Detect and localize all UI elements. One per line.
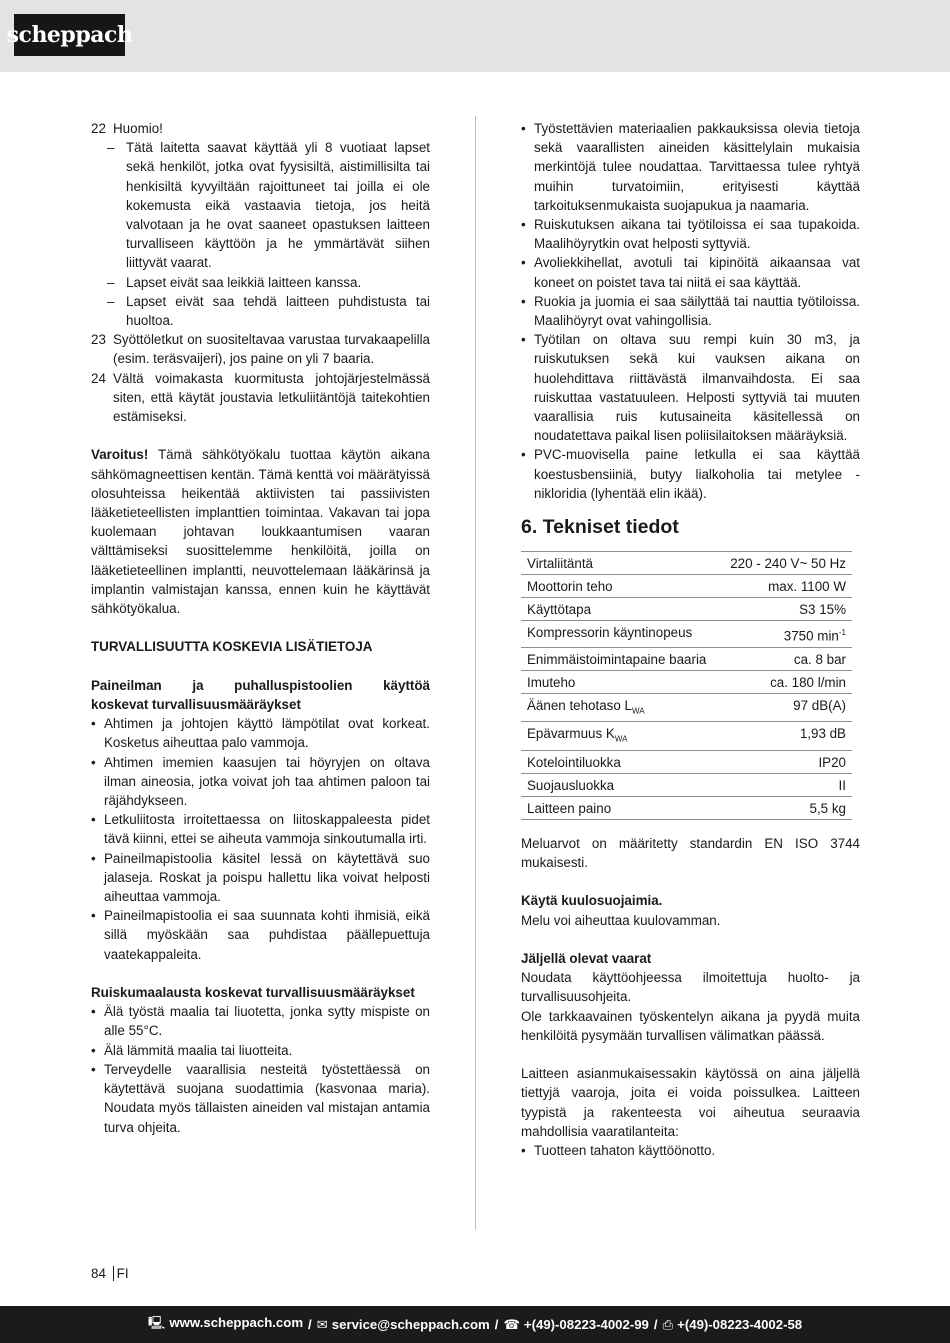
spec-row xyxy=(521,552,852,575)
technical-data-table xyxy=(521,551,852,820)
footer-website-text: www.scheppach.com xyxy=(169,1314,304,1330)
list-item-text: PVC-muovisella paine letkulla ei saa käyttää koestusbensiiniä, butyy lialkoholia tai metylee - nikloridia (lyhentää elin ikää). xyxy=(534,447,860,501)
list-item-text: Avoliekkihellat, avotuli tai kipinöitä aikaansaa vat koneet on poistet tava tai niitä ei saa käyttää. xyxy=(534,255,860,290)
spray-painting-heading: Ruiskumaalausta koskevat turvallisuusmääräykset xyxy=(91,985,415,1001)
list-item-text: Ruiskutuksen aikana tai työtiloissa ei saa tupakoida. Maalihöyrytkin ovat helposti syttyviä. xyxy=(534,217,860,252)
spec-row xyxy=(521,647,852,670)
spec-value: S3 15% xyxy=(719,598,852,621)
dash-item: – Lapset eivät saa leikkiä laitteen kanssa. xyxy=(107,274,362,290)
spec-value: max. 1100 W xyxy=(719,575,852,598)
spec-label: Kotelointiluokka xyxy=(521,750,719,773)
footer-email-text: service@scheppach.com xyxy=(331,1316,490,1332)
footer-phone-text: +(49)-08223-4002-99 xyxy=(523,1316,649,1332)
spec-value: 97 dB(A) xyxy=(719,693,852,722)
extra-safety-heading: TURVALLISUUTTA KOSKEVIA LISÄTIETOJA xyxy=(91,639,373,655)
item-number: 23 xyxy=(91,332,106,348)
spec-value: ca. 8 bar xyxy=(719,647,852,670)
footer-separator: / xyxy=(494,1317,499,1332)
list-item: • Työtilan on oltava suu rempi kuin 30 m3, ja ruiskutuksen sekä kui vauksen aikana on huolehdittava riittävästä ilmanvaihdosta. Ei saa ruiskuttaa vastatuuleen. Helposti syttyviä tai muuten vaarallisia ruis kutusaineita käsitellessä on noudatettava paikal lisen poliisilaitoksen määräyksiä. xyxy=(521,332,860,444)
spec-value: 220 - 240 V~ 50 Hz xyxy=(719,552,852,575)
spec-row xyxy=(521,693,852,722)
spec-value: ca. 180 l/min xyxy=(719,670,852,693)
item-text: Vältä voimakasta kuormitusta johtojärjestelmässä siten, että käytät joustavia letkuliitäntöjä taitekohtien estämiseksi. xyxy=(113,370,430,425)
item-number: 22 xyxy=(91,121,106,136)
page-number xyxy=(91,1266,129,1281)
dash-item: – Lapset eivät saa tehdä laitteen puhdistusta tai huoltoa. xyxy=(107,293,430,329)
monitor-icon: 🖳 xyxy=(147,1314,166,1330)
scheppach-logo: scheppach xyxy=(14,14,125,56)
list-item-text: Paineilmapistoolia käsitel lessä on käytettävä suo jalaseja. Roskat ja poispu hallettu lika voivat helposti aiheuttaa vammoja. xyxy=(104,850,430,905)
hearing-protection-heading: Käytä kuulosuojaimia. xyxy=(521,893,663,909)
instruction-24 xyxy=(91,369,430,427)
list-item-text: Työtilan on oltava suu rempi kuin 30 m3, ja ruiskutuksen sekä kui vauksen aikana on huolehdittava riittävästä ilmanvaihdosta. Ei saa ruiskuttaa vastatuuleen. Helposti syttyviä tai muuten vaarallisia ruis kutusaineita käsitellessä on noudatettava paikal lisen poliisilaitoksen määräyksiä. xyxy=(534,332,860,444)
spec-label: Epävarmuus $K_{WA}$ xyxy=(521,722,719,751)
warning-paragraph xyxy=(91,445,430,618)
list-item-text: Terveydelle vaarallisia nesteitä työstettäessä on käytettävä suojana suodattimia (kasvonaa maria). Noudata myös tällaisten aineiden val mistajan antamia turva ohjeita. xyxy=(104,1061,430,1135)
residual-text-1: Noudata käyttöohjeessa ilmoitettuja huolto- ja turvallisuusohjeita. xyxy=(521,970,860,1005)
item-number: 24 xyxy=(91,370,106,386)
residual-text-3: Laitteen asianmukaisessakin käytössä on aina jäljellä tiettyjä vaaroja, joita ei voida poissulkea. Laitteen tyypistä ja rakenteesta voi aiheutua seuraavia mahdollisia vaaratilanteita: xyxy=(521,1066,860,1139)
spec-label: Kompressorin käyntinopeus xyxy=(521,621,719,647)
footer-separator: / xyxy=(308,1317,312,1332)
list-item-text: Letkuliitosta irroitettaessa on liitoskappaleesta pidet tävä kiinni, ettei se aiheuta vammoja sinkoutumalla irti. xyxy=(104,812,430,847)
spec-label: Moottorin teho xyxy=(521,575,719,598)
hearing-protection-text: Melu voi aiheuttaa kuulovamman. xyxy=(521,912,721,928)
list-item: • Älä lämmitä maalia tai liuotteita. xyxy=(91,1042,293,1058)
footer-email[interactable] xyxy=(317,1317,490,1333)
list-item: • Ahtimen ja johtojen käyttö lämpötilat ovat korkeat. Kosketus aiheuttaa palo vammoja. xyxy=(91,716,430,751)
list-item: • Tuotteen tahaton käyttöönotto. xyxy=(521,1143,716,1159)
list-item-text: Tuotteen tahaton käyttöönotto. xyxy=(534,1143,716,1159)
list-item: • Paineilmapistoolia ei saa suunnata kohti ihmisiä, eikä sillä myöskään saa puhdistaa päällepuettuja vaatekappaleita. xyxy=(91,908,430,962)
list-item: • Terveydelle vaarallisia nesteitä työstettäessä on käytettävä suojana suodattimia (kasvonaa maria). Noudata myös tällaisten aineiden val mistajan antamia turva ohjeita. xyxy=(91,1061,430,1135)
spec-label: Laitteen paino xyxy=(521,796,719,819)
list-item: • PVC-muovisella paine letkulla ei saa käyttää koestusbensiiniä, butyy lialkoholia tai metylee - nikloridia (lyhentää elin ikää). xyxy=(521,447,860,501)
residual-text-2: Ole tarkkaavainen työskentelyn aikana ja pyydä muita henkilöitä pysymään turvallisen välimatkan päässä. xyxy=(521,1008,860,1043)
warning-text: Tämä sähkötyökalu tuottaa käytön aikana sähkömagneettisen kentän. Tämä kenttä voi määrätyissä olosuhteissa heikentää aktiivisten tai passiivisten lääketieteellisten implanttien toimintaa. Vakavan tai jopa kuolemaan johtavan loukkaantumisen vaaran välttämiseksi suosittelemme henkilöitä, joilla on lääketieteellinen implantti, neuvottelemaan lääkärinsä ja implantin valmistajan kanssa, ennen kuin he käyttävät sähkötyökalua. xyxy=(91,447,430,617)
list-item: • Letkuliitosta irroitettaessa on liitoskappaleesta pidet tävä kiinni, ettei se aiheuta vammoja sinkoutumalla irti. xyxy=(91,812,430,847)
list-item-text: Ahtimen ja johtojen käyttö lämpötilat ovat korkeat. Kosketus aiheuttaa palo vammoja. xyxy=(104,716,430,751)
page-number-value: 84 xyxy=(91,1266,106,1281)
list-item: • Ruokia ja juomia ei saa säilyttää tai nauttia työtiloissa. Maalihöyryt ovat vahingollisia. xyxy=(521,293,860,329)
spec-label: Äänen tehotaso $L_{WA}$ xyxy=(521,693,719,722)
list-item: • Ahtimen imemien kaasujen tai höyryjen on oltava ilman aineosia, jotka voivat joh taa ahtimen paloon tai räjähdykseen. xyxy=(91,754,430,809)
compressed-air-heading: Paineilman ja puhalluspistoolien käyttöä xyxy=(91,677,430,693)
list-item: • Älä työstä maalia tai liuotetta, jonka sytty mispiste on alle 55°C. xyxy=(91,1004,430,1039)
dash-item: – Tätä laitetta saavat käyttää yli 8 vuotiaat lapset sekä henkilöt, jotka ovat fyysisiltä, aistimillisilta tai henkisiltä kyvyiltään rajoittuneet tai joilla ei ole kokemusta eikä vastaavia tietoja, jos heitä valvotaan ja he ovat saaneet opastuksen laitteen turvalliseen käyttöön ja he ymmärtävät siihen liittyvät vaarat. xyxy=(107,140,430,271)
item-title: Huomio! xyxy=(113,121,163,136)
footer-bar xyxy=(0,1306,950,1343)
spec-label: Virtaliitäntä xyxy=(521,552,719,575)
column-divider xyxy=(475,116,476,1230)
spec-row xyxy=(521,796,852,819)
section-title: 6. Tekniset tiedot xyxy=(521,516,679,539)
list-item-text: Paineilmapistoolia ei saa suunnata kohti ihmisiä, eikä sillä myöskään saa puhdistaa päällepuettuja vaatekappaleita. xyxy=(104,908,430,962)
envelope-icon: ✉ xyxy=(316,1316,328,1332)
list-item-text: Ahtimen imemien kaasujen tai höyryjen on oltava ilman aineosia, jotka voivat joh taa ahtimen paloon tai räjähdykseen. xyxy=(104,754,430,809)
measurement-note: Meluarvot on määritetty standardin EN ISO 3744 mukaisesti. xyxy=(521,835,860,871)
right-column xyxy=(521,119,860,1160)
footer-separator: / xyxy=(653,1317,658,1332)
spec-row xyxy=(521,722,852,751)
spec-row xyxy=(521,621,852,647)
spec-value: II xyxy=(719,773,852,796)
spec-value: 3750 $\min^{-1}$ xyxy=(719,621,852,647)
header-band xyxy=(0,0,950,72)
dash-item-text: Tätä laitetta saavat käyttää yli 8 vuotiaat lapset sekä henkilöt, jotka ovat fyysisiltä, aistimillisilta tai henkisiltä kyvyiltään rajoittuneet tai joilla ei ole kokemusta eikä vastaavia tietoja, jos heitä valvotaan ja he ovat saaneet opastuksen laitteen turvalliseen käyttöön ja he ymmärtävät siihen liittyvät vaarat. xyxy=(126,140,430,271)
instruction-22 xyxy=(91,119,430,138)
compressed-air-heading-cont: koskevat turvallisuusmääräykset xyxy=(91,697,301,713)
phone-icon: ☎ xyxy=(503,1316,520,1332)
list-item: • Ruiskutuksen aikana tai työtiloissa ei saa tupakoida. Maalihöyrytkin ovat helposti syttyviä. xyxy=(521,217,860,252)
list-item: • Työstettävien materiaalien pakkauksissa olevia tietoja sekä vaarallisten aineiden käsittelylain mukaisia merkintöjä tulee noudattaa. Tarvittaessa tulee ryhtyä muihin turvatoimiin, erityisesti käyttää tarkoituksenmukaista suojapukua ja naamaria. xyxy=(521,121,860,213)
list-item-text: Ruokia ja juomia ei saa säilyttää tai nauttia työtiloissa. Maalihöyryt ovat vahingollisia. xyxy=(534,293,860,329)
list-item-text: Työstettävien materiaalien pakkauksissa olevia tietoja sekä vaarallisten aineiden käsittelylain mukaisia merkintöjä tulee noudattaa. Tarvittaessa tulee ryhtyä muihin turvatoimiin, erityisesti käyttää tarkoituksenmukaista suojapukua ja naamaria. xyxy=(534,121,860,213)
spec-label: Suojausluokka xyxy=(521,773,719,796)
footer-phone[interactable] xyxy=(503,1317,648,1333)
spec-label: Enimmäistoimintapaine baaria xyxy=(521,647,719,670)
spec-value: IP20 xyxy=(719,750,852,773)
spec-row xyxy=(521,598,852,621)
spec-row xyxy=(521,773,852,796)
footer-fax-text: +(49)-08223-4002-58 xyxy=(677,1316,803,1332)
residual-risks-heading: Jäljellä olevat vaarat xyxy=(521,951,652,967)
spec-value: 5,5 kg xyxy=(719,796,852,819)
fax-icon: ⎙ xyxy=(662,1316,674,1332)
warning-label: Varoitus! xyxy=(91,447,149,463)
spec-label: Käyttötapa xyxy=(521,598,719,621)
list-item-text: Älä työstä maalia tai liuotetta, jonka sytty mispiste on alle 55°C. xyxy=(104,1004,430,1039)
list-item-text: Älä lämmitä maalia tai liuotteita. xyxy=(104,1042,293,1058)
spec-row xyxy=(521,670,852,693)
list-item: • Paineilmapistoolia käsitel lessä on käytettävä suo jalaseja. Roskat ja poispu hallettu lika voivat helposti aiheuttaa vammoja. xyxy=(91,850,430,905)
dash-item-text: Lapset eivät saa tehdä laitteen puhdistusta tai huoltoa. xyxy=(126,293,430,329)
footer-website[interactable] xyxy=(148,1314,303,1336)
spec-row xyxy=(521,575,852,598)
spec-row xyxy=(521,750,852,773)
page-language: FI xyxy=(116,1266,129,1281)
instruction-23 xyxy=(91,330,430,368)
spec-label: Imuteho xyxy=(521,670,719,693)
left-column xyxy=(91,119,430,1137)
item-text: Syöttöletkut on suositeltavaa varustaa turvakaapelilla (esim. teräsvaijeri), jos paine on yli 7 baaria. xyxy=(113,332,430,367)
list-item: • Avoliekkihellat, avotuli tai kipinöitä aikaansaa vat koneet on poistet tava tai niitä ei saa käyttää. xyxy=(521,255,860,290)
spec-value: 1,93 dB xyxy=(719,722,852,751)
footer-fax xyxy=(663,1317,803,1333)
dash-item-text: Lapset eivät saa leikkiä laitteen kanssa. xyxy=(126,274,362,290)
